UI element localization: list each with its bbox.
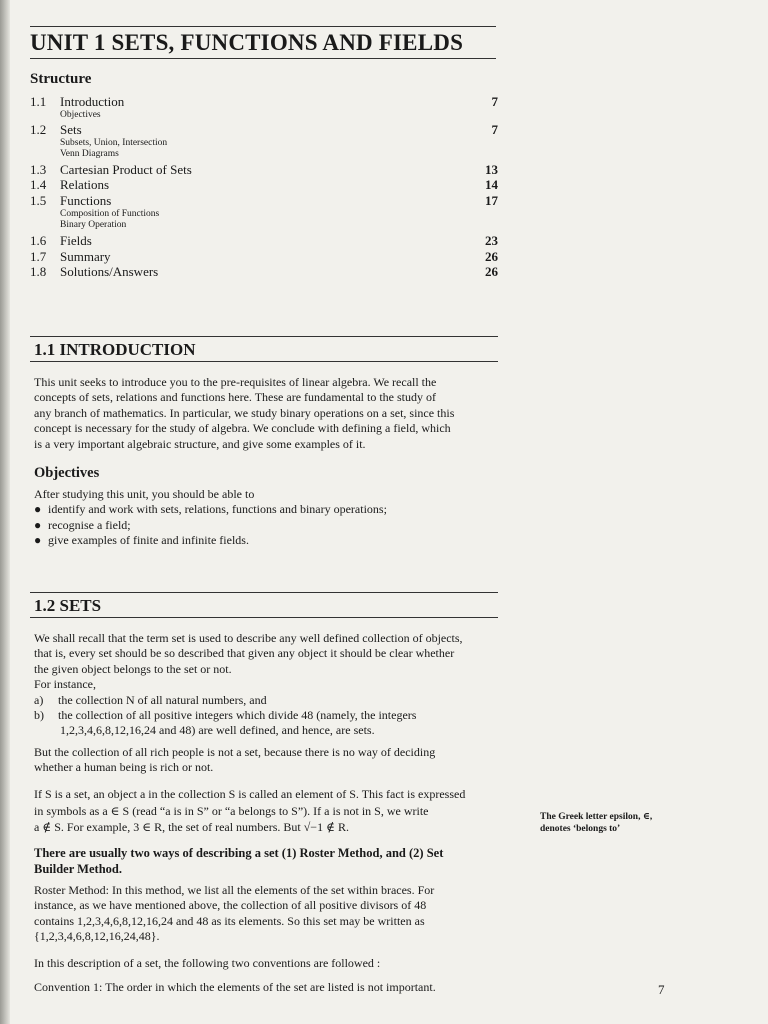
objectives-heading: Objectives [34,465,100,481]
page-number: 7 [658,982,665,997]
list-item [34,708,496,723]
text-line: contains 1,2,3,4,6,8,12,16,24 and 48 as its elements. So this set may be written as [34,913,425,928]
toc-subitem: Composition of Functions [60,209,160,219]
list-continuation: 1,2,3,4,6,8,12,16,24 and 48) are well defined, and hence, are sets. [60,723,375,738]
text-line: instance, as we have mentioned above, the collection of all positive divisors of 48 [34,898,427,913]
text-line: the given object belongs to the set or not. [34,661,232,676]
sets-paragraph-3 [34,786,496,836]
margin-note-line: denotes ‘belongs to’ [540,824,621,834]
text-line: Roster Method: In this method, we list all the elements of the set within braces. For [34,883,435,897]
sets-paragraph-1 [34,631,496,739]
text-line: any branch of mathematics. In particular, we study binary operations on a set, since this [34,405,455,420]
toc-page: 23 [485,233,498,248]
section-top-rule [30,336,498,337]
toc-title: Summary [60,249,111,264]
toc-title: Fields [60,233,92,248]
toc-page: 17 [485,193,498,208]
sets-paragraph-2 [34,745,496,776]
toc-page: 13 [485,162,498,177]
toc-title: Sets [60,122,82,137]
title-bottom-rule [30,58,496,59]
toc-row [30,233,498,249]
toc-number: 1.1 [30,94,47,109]
toc-title: Introduction [60,94,125,109]
text-line: whether a human being is rich or not. [34,760,214,775]
bullet-icon: ● [34,533,42,548]
text-line: For instance, [34,677,96,692]
text-line: {1,2,3,4,6,8,12,16,24,48}. [34,929,160,944]
toc-page: 14 [485,177,498,192]
objectives-block [34,487,496,549]
toc-title: Relations [60,177,110,192]
toc-row [30,122,498,138]
toc-subitem: Venn Diagrams [60,149,119,159]
methods-intro [34,845,496,877]
convention-1: Convention 1: The order in which the elements of the set are listed is not important. [34,980,436,994]
toc-page: 7 [491,94,498,109]
text-line: a ∉ S. For example, 3 ∈ R, the set of real numbers. But √−1 ∉ R. [34,820,349,834]
toc-page: 26 [485,249,498,264]
toc-row [30,94,498,110]
toc-number: 1.8 [30,264,47,279]
toc-title: Solutions/Answers [60,264,159,279]
toc-title: Functions [60,193,112,208]
section-bottom-rule [30,617,498,618]
toc-subitem: Subsets, Union, Intersection [60,138,168,148]
section-top-rule [30,592,498,593]
toc-number: 1.6 [30,233,47,248]
toc-row [30,249,498,265]
toc-page: 26 [485,264,498,279]
unit-title: UNIT 1 SETS, FUNCTIONS AND FIELDS [30,30,464,55]
toc-subitem: Binary Operation [60,220,127,230]
section-heading-sets: 1.2 SETS [34,596,102,615]
roster-paragraph [34,883,496,945]
bullet-icon: ● [34,502,42,517]
objective-text: recognise a field; [48,517,131,532]
toc-page: 7 [491,122,498,137]
text-line: that is, every set should be so described that given any object it should be clear whether [34,646,455,661]
list-item [34,693,496,708]
toc-row [30,264,498,280]
text-line: concept is necessary for the study of algebra. We conclude with defining a field, which [34,421,451,436]
toc-number: 1.3 [30,162,47,177]
toc-subitem: Objectives [60,110,101,120]
bullet-icon: ● [34,517,42,532]
text-line: But the collection of all rich people is not a set, because there is no way of deciding [34,745,436,759]
text-line: There are usually two ways of describing a set (1) Roster Method, and (2) Set [34,846,444,860]
text-line: is a very important algebraic structure, and give some examples of it. [34,436,366,451]
conventions-lead: In this description of a set, the following two conventions are followed : [34,956,381,970]
objective-item [34,502,496,517]
text-line: This unit seeks to introduce you to the pre-requisites of linear algebra. We recall the [34,375,437,389]
list-label: a) [34,692,44,707]
text-line: concepts of sets, relations and functions here. These are fundamental to the study of [34,390,436,405]
toc-title: Cartesian Product of Sets [60,162,192,177]
scan-edge [0,0,10,1024]
objective-item [34,533,496,548]
margin-note [540,811,652,835]
toc-row [30,162,498,178]
structure-heading: Structure [30,71,92,87]
text-line: If S is a set, an object a in the collection S is called an element of S. This fact is expressed [34,787,466,801]
objective-text: give examples of finite and infinite fields. [48,533,249,548]
toc-number: 1.5 [30,193,47,208]
section-bottom-rule [30,361,498,362]
objectives-lead: After studying this unit, you should be able to [34,487,255,501]
margin-note-line: The Greek letter epsilon, ∈, [540,812,653,822]
objective-item [34,518,496,533]
toc-row [30,193,498,209]
intro-paragraph [34,375,496,452]
title-top-rule [30,26,496,27]
toc-row [30,177,498,193]
list-text: the collection N of all natural numbers, and [58,692,267,707]
objective-text: identify and work with sets, relations, functions and binary operations; [48,502,387,517]
toc-number: 1.2 [30,122,47,137]
toc-number: 1.4 [30,177,47,192]
list-text: the collection of all positive integers which divide 48 (namely, the integers [58,708,417,723]
list-label: b) [34,708,44,723]
text-line: in symbols as a ∈ S (read “a is in S” or “a belongs to S”). If a is not in S, we write [34,803,429,818]
toc-number: 1.7 [30,249,47,264]
section-heading-introduction: 1.1 INTRODUCTION [34,340,196,359]
text-line: We shall recall that the term set is used to describe any well defined collection of objects, [34,631,463,645]
text-line: Builder Method. [34,862,122,876]
